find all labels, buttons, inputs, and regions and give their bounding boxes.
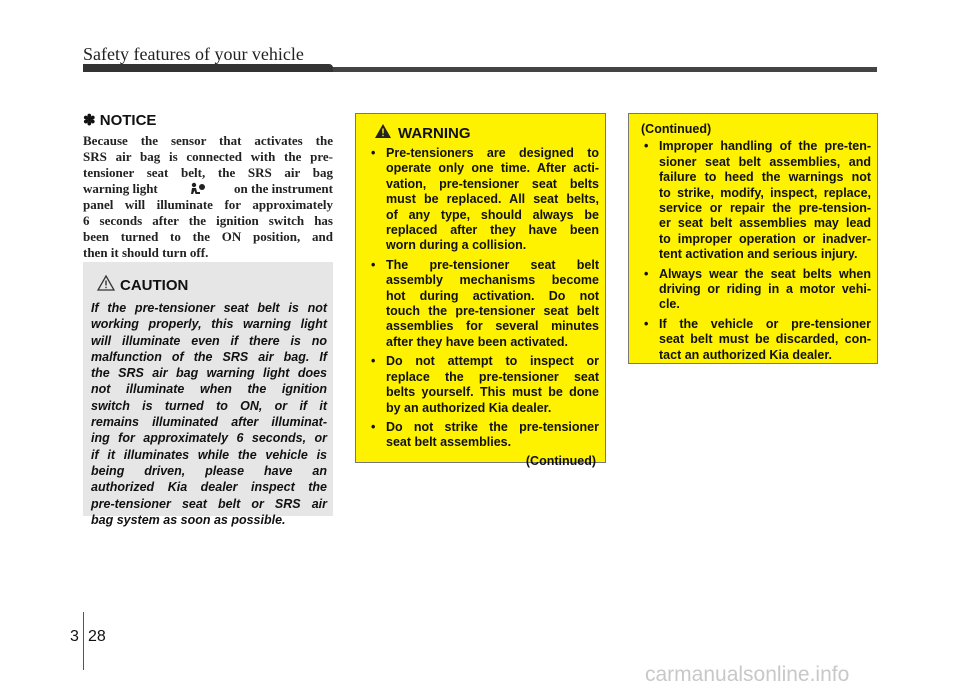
caution-line: If the pre-tensioner seat belt is not [91,301,327,315]
caution-header [91,274,327,296]
notice-line: 6 seconds after the ignition switch has [83,213,333,228]
caution-triangle-icon [97,275,115,296]
continued-box [628,113,878,364]
continued-line: • Improper handling of the pre-ten- [659,139,871,154]
caution-line: the SRS air bag warning light does [91,366,327,381]
list-item [368,420,599,451]
notice-body [83,133,333,261]
continued-line: failure to heed the warnings not [659,170,871,185]
header-rule-accent [83,64,333,72]
watermark: carmanualsonline.info [645,663,850,686]
page-header-title: Safety features of your vehicle [83,44,304,64]
caution-text [91,300,327,528]
continued-line: er seat belt assemblies may lead [659,216,871,231]
caution-line: malfunction of the SRS air bag. If [91,349,327,364]
warning-line: after they have been activated. [386,334,569,349]
continued-line: tact an authorized Kia dealer. [659,347,832,362]
continued-line: to strike, modify, inspect, replace, [659,185,871,200]
warning-line: worn during a collision. [386,238,527,253]
warning-line: hot during activation. Do not [386,288,599,303]
warning-line: must be replaced. All seat belts, [386,192,599,207]
caution-line: if it illuminates while the vehicle is [91,447,327,462]
caution-line: authorized Kia dealer inspect the [91,480,327,495]
continued-list [641,139,871,363]
continued-line: sioner seat belt assemblies, and [659,154,871,169]
notice-title: ✽ NOTICE [83,112,157,129]
notice-line: panel will illuminate for approximately [83,197,333,212]
page-number: 28 [88,628,106,645]
continued-line: to improper operation or inadver- [659,231,871,246]
continued-line: • If the vehicle or pre-tensioner [659,316,871,331]
list-item [641,267,871,313]
notice-line: on the instrument [234,181,333,196]
warning-line: assembly mechanisms become [386,273,599,288]
notice-line: been turned to the ON position, and [83,229,333,244]
notice-line-with-icon [83,181,333,197]
continued-line: cle. [659,297,680,312]
caution-line: will illuminate even if there is no [91,333,327,348]
caution-box [83,262,333,527]
warning-box [355,113,606,468]
continued-line: • Always wear the seat belts when [659,266,871,281]
notice-line: tensioner seat belt, the SRS air bag [83,165,333,180]
list-item [641,317,871,363]
caution-line: being driven, please have an [91,463,327,478]
caution-line: not illuminate when the ignition [91,382,327,397]
caution-line: bag system as soon as possible. [91,512,286,527]
warning-line: seat belt assemblies. [386,435,512,450]
notice-line: then it should turn off. [83,245,209,260]
warning-line: belts yourself. This must be done [386,385,599,400]
caution-line: remains illuminated after illuminat- [91,415,327,430]
chapter-number: 3 [70,628,79,645]
warning-line: by an authorized Kia dealer. [386,400,552,415]
continued-line: tent activation and serious injury. [659,247,858,262]
warning-list [368,146,599,451]
warning-line: operate only one time. After acti- [386,161,599,176]
warning-line: replaced after they have been [386,223,599,238]
warning-line: • Do not attempt to inspect or [386,354,599,369]
caution-line: switch is turned to ON, or if it [91,398,327,413]
warning-line: • Do not strike the pre-tensioner [386,419,599,434]
warning-line: replace the pre-tensioner seat [386,369,599,384]
warning-continued: (Continued) [525,453,596,468]
continued-label: (Continued) [641,122,712,136]
warning-triangle-icon [374,123,392,144]
warning-line: vation, pre-tensioner seat belts [386,176,599,191]
continued-line: driving or riding in a motor vehi- [659,282,871,297]
caution-title: CAUTION [120,276,189,294]
warning-title: WARNING [398,124,471,142]
list-item [368,146,599,254]
warning-line: assemblies for several minutes [386,319,599,334]
continued-line: seat belt must be discarded, con- [659,332,871,347]
warning-line: • The pre-tensioner seat belt [386,257,599,272]
continued-line: service or repair the pre-tension- [659,201,871,216]
warning-line: touch the pre-tensioner seat belt [386,304,599,319]
caution-line: working properly, this warning light [91,317,327,332]
warning-header [374,122,599,144]
warning-line: • Pre-tensioners are designed to [386,146,599,160]
list-item [368,354,599,416]
srs-airbag-warning-icon [186,182,206,196]
list-item [641,139,871,262]
caution-line: ing for approximately 6 seconds, or [91,431,327,446]
notice-line: Because the sensor that activates the [83,133,333,148]
warning-line: of any type, should always be [386,207,599,222]
notice-line: warning light [83,181,158,196]
list-item [368,258,599,350]
notice-line: SRS air bag is connected with the pre- [83,149,333,164]
footer-divider [83,612,84,670]
caution-line: pre-tensioner seat belt or SRS air [91,496,327,511]
